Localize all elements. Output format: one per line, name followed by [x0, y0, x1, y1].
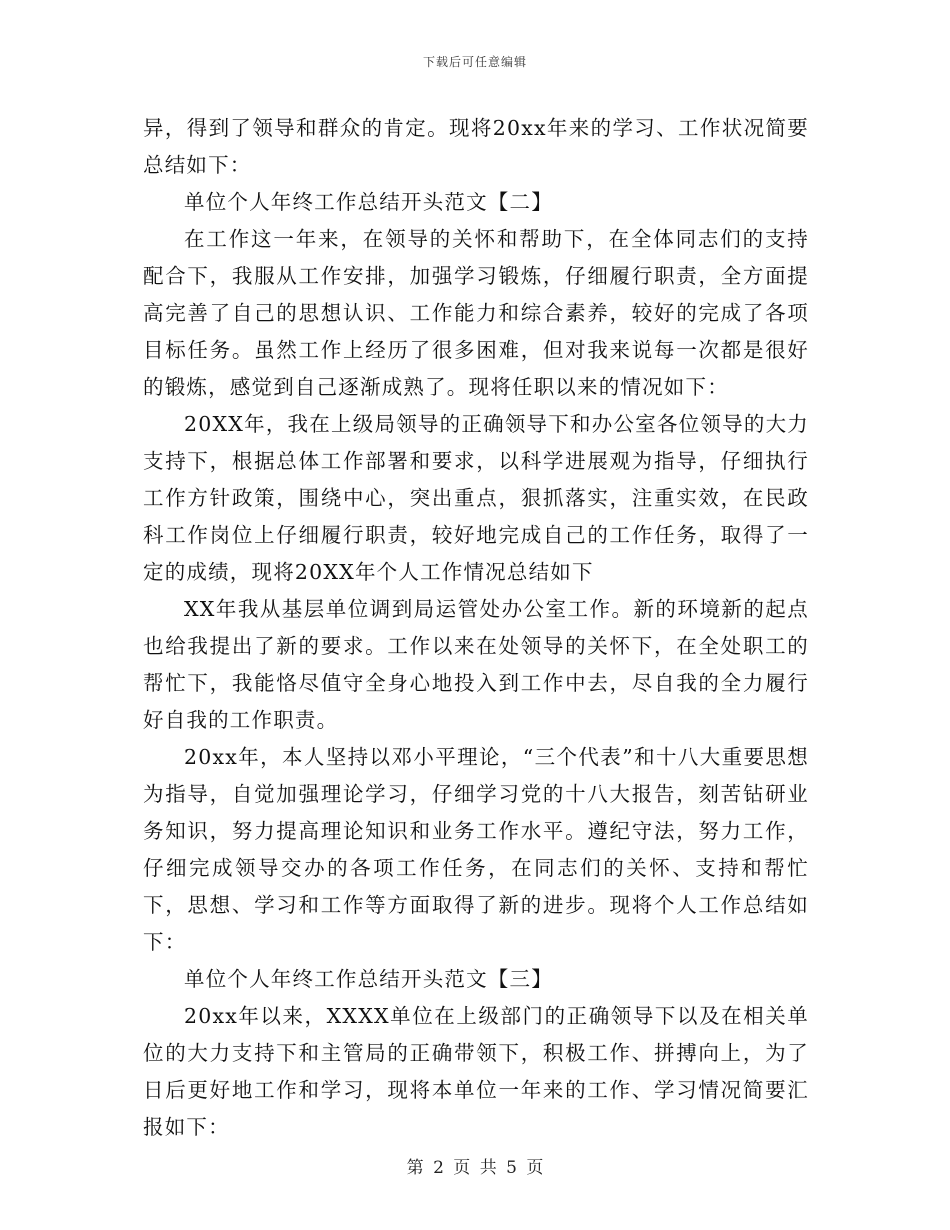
- paragraph: 20XX年，我在上级局领导的正确领导下和办公室各位领导的大力支持下，根据总体工作部署和要求，以科学进展观为指导，仔细执行工作方针政策，围绕中心，突出重点，狠抓落实，注重实效，在民政科工作岗位上仔细履行职责，较好地完成自己的工作任务，取得了一定的成绩，现将20XX年个人工作情况总结如下: [143, 412, 809, 584]
- document-body: [143, 110, 809, 1146]
- paragraph: XX年我从基层单位调到局运管处办公室工作。新的环境新的起点也给我提出了新的要求。工作以来在处领导的关怀下，在全处职工的帮忙下，我能恪尽值守全身心地投入到工作中去，尽自我的全力履行好自我的工作职责。: [143, 597, 809, 732]
- paragraph: 20xx年以来，XXXX单位在上级部门的正确领导下以及在相关单位的大力支持下和主管局的正确带领下，积极工作、拼搏向上，为了日后更好地工作和学习，现将本单位一年来的工作、学习情况简要汇报如下：: [143, 1004, 809, 1139]
- paragraph: 20xx年，本人坚持以邓小平理论，“三个代表”和十八大重要思想为指导，自觉加强理论学习，仔细学习党的十八大报告，刻苦钻研业务知识，努力提高理论知识和业务工作水平。遵纪守法，努力工作，仔细完成领导交办的各项工作任务，在同志们的关怀、支持和帮忙下，思想、学习和工作等方面取得了新的进步。现将个人工作总结如下：: [143, 745, 809, 954]
- section-heading-2: 单位个人年终工作总结开头范文【二】: [184, 190, 553, 214]
- page-header: 下载后可任意编辑: [422, 55, 527, 69]
- paragraph: 在工作这一年来，在领导的关怀和帮助下，在全体同志们的支持配合下，我服从工作安排，加强学习锻炼，仔细履行职责，全方面提高完善了自己的思想认识、工作能力和综合素养，较好的完成了各项目标任务。虽然工作上经历了很多困难，但对我来说每一次都是很好的锻炼，感觉到自己逐渐成熟了。现将任职以来的情况如下：: [143, 227, 809, 399]
- paragraph-continuation: 异，得到了领导和群众的肯定。现将20xx年来的学习、工作状况简要总结如下：: [143, 116, 809, 177]
- section-heading-3: 单位个人年终工作总结开头范文【三】: [184, 967, 553, 991]
- page-number-footer: 第 2 页 共 5 页: [406, 1158, 544, 1178]
